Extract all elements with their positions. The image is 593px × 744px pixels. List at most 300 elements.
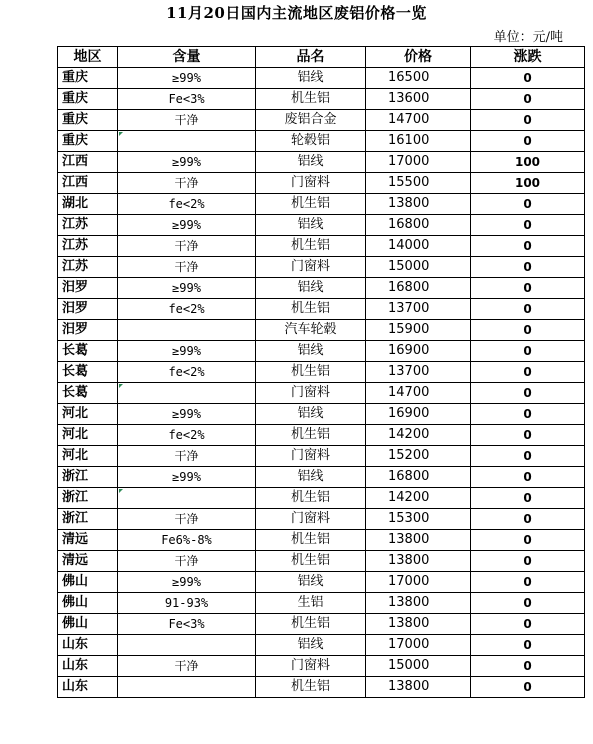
- price-cell-text: 15000: [388, 658, 430, 673]
- change-cell-text: 0: [523, 617, 532, 631]
- product-name-cell-text: 铝线: [297, 280, 324, 295]
- content-cell-text: 干净: [174, 113, 199, 127]
- product-name-cell-text: 生铝: [297, 595, 324, 610]
- change-cell-text: 0: [523, 92, 532, 106]
- header-price: 价格: [366, 47, 471, 68]
- region-cell: [58, 89, 118, 110]
- region-cell-text: 重庆: [62, 133, 89, 148]
- content-cell: [118, 68, 256, 89]
- region-cell: [58, 236, 118, 257]
- content-cell-text: ≥99%: [172, 218, 201, 232]
- change-cell: [471, 593, 585, 614]
- price-cell-text: 13800: [388, 196, 430, 211]
- price-cell: [366, 425, 471, 446]
- price-cell-text: 13700: [388, 301, 430, 316]
- price-cell: [366, 257, 471, 278]
- product-name-cell: [256, 572, 366, 593]
- table-row: [58, 446, 585, 467]
- table-row: [58, 551, 585, 572]
- change-cell: [471, 614, 585, 635]
- region-cell: [58, 383, 118, 404]
- price-cell: [366, 236, 471, 257]
- change-cell-text: 0: [523, 260, 532, 274]
- product-name-cell-text: 铝线: [297, 154, 324, 169]
- content-cell: [118, 173, 256, 194]
- content-cell: [118, 425, 256, 446]
- content-cell-text: fe<2%: [168, 197, 205, 211]
- content-cell: [118, 383, 256, 404]
- change-cell: [471, 509, 585, 530]
- price-cell-text: 16100: [388, 133, 430, 148]
- region-cell: [58, 152, 118, 173]
- region-cell: [58, 530, 118, 551]
- price-cell: [366, 362, 471, 383]
- region-cell-text: 河北: [62, 427, 89, 442]
- change-cell: [471, 404, 585, 425]
- product-name-cell: [256, 320, 366, 341]
- content-cell-text: Fe6%-8%: [161, 533, 212, 547]
- product-name-cell-text: 铝线: [297, 70, 324, 85]
- table-row: [58, 593, 585, 614]
- product-name-cell-text: 机生铝: [290, 616, 330, 631]
- content-cell: [118, 467, 256, 488]
- product-name-cell: [256, 215, 366, 236]
- header-content: 含量: [118, 47, 256, 68]
- price-cell: [366, 635, 471, 656]
- product-name-cell-text: 机生铝: [290, 238, 330, 253]
- change-cell-text: 0: [523, 512, 532, 526]
- price-cell-text: 13700: [388, 364, 430, 379]
- change-cell: [471, 362, 585, 383]
- change-cell: [471, 677, 585, 698]
- region-cell: [58, 572, 118, 593]
- content-cell: [118, 614, 256, 635]
- change-cell-text: 0: [523, 491, 532, 505]
- content-cell: [118, 257, 256, 278]
- content-cell: [118, 488, 256, 509]
- change-cell: [471, 173, 585, 194]
- change-cell-text: 0: [523, 596, 532, 610]
- content-cell-text: ≥99%: [172, 281, 201, 295]
- region-cell-text: 清远: [62, 532, 89, 547]
- product-name-cell-text: 门窗料: [290, 385, 330, 400]
- change-cell-text: 0: [523, 134, 532, 148]
- product-name-cell: [256, 131, 366, 152]
- price-cell: [366, 530, 471, 551]
- content-cell: [118, 593, 256, 614]
- product-name-cell-text: 门窗料: [290, 259, 330, 274]
- product-name-cell: [256, 362, 366, 383]
- region-cell-text: 湖北: [62, 196, 89, 211]
- cell-comment-marker-icon: [119, 132, 123, 136]
- price-cell-text: 17000: [388, 574, 430, 589]
- content-cell: [118, 572, 256, 593]
- price-cell: [366, 131, 471, 152]
- change-cell: [471, 488, 585, 509]
- content-cell: [118, 131, 256, 152]
- change-cell-text: 0: [523, 71, 532, 85]
- price-cell: [366, 110, 471, 131]
- change-cell-text: 100: [514, 176, 541, 190]
- change-cell: [471, 551, 585, 572]
- region-cell: [58, 446, 118, 467]
- content-cell-text: 91-93%: [164, 596, 209, 610]
- price-cell: [366, 593, 471, 614]
- product-name-cell-text: 门窗料: [290, 658, 330, 673]
- price-cell-text: 13800: [388, 553, 430, 568]
- price-cell-text: 15300: [388, 511, 430, 526]
- content-cell: [118, 299, 256, 320]
- change-cell: [471, 425, 585, 446]
- content-cell-text: fe<2%: [168, 302, 205, 316]
- price-cell: [366, 446, 471, 467]
- table-row: [58, 215, 585, 236]
- change-cell: [471, 236, 585, 257]
- change-cell-text: 0: [523, 113, 532, 127]
- region-cell: [58, 362, 118, 383]
- price-cell: [366, 299, 471, 320]
- content-cell: [118, 530, 256, 551]
- product-name-cell: [256, 341, 366, 362]
- content-cell: [118, 194, 256, 215]
- content-cell: [118, 656, 256, 677]
- table-row: [58, 278, 585, 299]
- product-name-cell: [256, 425, 366, 446]
- change-cell-text: 0: [523, 449, 532, 463]
- product-name-cell: [256, 593, 366, 614]
- price-cell-text: 13800: [388, 532, 430, 547]
- price-cell: [366, 152, 471, 173]
- product-name-cell: [256, 152, 366, 173]
- region-cell: [58, 404, 118, 425]
- price-table: [57, 46, 585, 698]
- price-cell-text: 13800: [388, 616, 430, 631]
- table-row: [58, 89, 585, 110]
- price-cell: [366, 614, 471, 635]
- product-name-cell: [256, 446, 366, 467]
- product-name-cell-text: 机生铝: [290, 553, 330, 568]
- product-name-cell: [256, 509, 366, 530]
- region-cell-text: 山东: [62, 658, 89, 673]
- content-cell: [118, 446, 256, 467]
- price-cell-text: 16500: [388, 70, 430, 85]
- price-cell: [366, 194, 471, 215]
- header-name: 品名: [256, 47, 366, 68]
- price-cell: [366, 404, 471, 425]
- table-row: [58, 635, 585, 656]
- change-cell-text: 0: [523, 680, 532, 694]
- product-name-cell-text: 机生铝: [290, 301, 330, 316]
- content-cell-text: fe<2%: [168, 365, 205, 379]
- region-cell-text: 河北: [62, 406, 89, 421]
- content-cell: [118, 215, 256, 236]
- product-name-cell-text: 铝线: [297, 217, 324, 232]
- product-name-cell-text: 机生铝: [290, 364, 330, 379]
- price-cell: [366, 173, 471, 194]
- table-row: [58, 572, 585, 593]
- table-row: [58, 257, 585, 278]
- region-cell: [58, 110, 118, 131]
- product-name-cell: [256, 278, 366, 299]
- table-row: [58, 341, 585, 362]
- price-cell-text: 14700: [388, 385, 430, 400]
- region-cell-text: 重庆: [62, 70, 89, 85]
- unit-label: 单位：元/吨: [493, 30, 563, 45]
- region-cell: [58, 677, 118, 698]
- region-cell: [58, 278, 118, 299]
- content-cell-text: 干净: [174, 260, 199, 274]
- price-cell-text: 17000: [388, 154, 430, 169]
- region-cell-text: 江西: [62, 154, 89, 169]
- price-cell-text: 14000: [388, 238, 430, 253]
- price-cell: [366, 509, 471, 530]
- product-name-cell: [256, 488, 366, 509]
- region-cell-text: 清远: [62, 553, 89, 568]
- header-region: 地区: [58, 47, 118, 68]
- table-row: [58, 467, 585, 488]
- product-name-cell: [256, 551, 366, 572]
- product-name-cell: [256, 677, 366, 698]
- table-row: [58, 362, 585, 383]
- region-cell: [58, 614, 118, 635]
- product-name-cell-text: 铝线: [297, 406, 324, 421]
- content-cell: [118, 89, 256, 110]
- change-cell: [471, 110, 585, 131]
- change-cell: [471, 89, 585, 110]
- price-cell-text: 16900: [388, 406, 430, 421]
- product-name-cell-text: 铝线: [297, 574, 324, 589]
- product-name-cell: [256, 236, 366, 257]
- change-cell-text: 0: [523, 470, 532, 484]
- content-cell: [118, 362, 256, 383]
- change-cell: [471, 467, 585, 488]
- region-cell-text: 江苏: [62, 259, 89, 274]
- region-cell: [58, 593, 118, 614]
- product-name-cell-text: 铝线: [297, 637, 324, 652]
- product-name-cell-text: 废铝合金: [284, 112, 337, 127]
- region-cell: [58, 68, 118, 89]
- content-cell: [118, 509, 256, 530]
- change-cell: [471, 530, 585, 551]
- content-cell: [118, 110, 256, 131]
- change-cell-text: 0: [523, 197, 532, 211]
- content-cell-text: ≥99%: [172, 155, 201, 169]
- region-cell: [58, 257, 118, 278]
- change-cell-text: 100: [514, 155, 541, 169]
- change-cell: [471, 635, 585, 656]
- price-cell: [366, 656, 471, 677]
- price-cell: [366, 677, 471, 698]
- region-cell: [58, 509, 118, 530]
- region-cell: [58, 194, 118, 215]
- price-cell-text: 13600: [388, 91, 430, 106]
- price-cell: [366, 320, 471, 341]
- product-name-cell: [256, 89, 366, 110]
- table-row: [58, 236, 585, 257]
- content-cell-text: 干净: [174, 239, 199, 253]
- table-row: [58, 425, 585, 446]
- change-cell: [471, 278, 585, 299]
- content-cell: [118, 677, 256, 698]
- region-cell-text: 江苏: [62, 217, 89, 232]
- price-cell: [366, 572, 471, 593]
- region-cell-text: 山东: [62, 637, 89, 652]
- product-name-cell: [256, 257, 366, 278]
- price-cell-text: 14700: [388, 112, 430, 127]
- product-name-cell: [256, 194, 366, 215]
- region-cell-text: 重庆: [62, 91, 89, 106]
- price-cell: [366, 278, 471, 299]
- product-name-cell-text: 机生铝: [290, 490, 330, 505]
- change-cell-text: 0: [523, 365, 532, 379]
- region-cell: [58, 635, 118, 656]
- table-row: [58, 110, 585, 131]
- region-cell-text: 长葛: [62, 364, 89, 379]
- product-name-cell: [256, 173, 366, 194]
- price-cell-text: 13800: [388, 595, 430, 610]
- change-cell: [471, 341, 585, 362]
- region-cell: [58, 488, 118, 509]
- price-cell: [366, 89, 471, 110]
- change-cell-text: 0: [523, 386, 532, 400]
- region-cell: [58, 215, 118, 236]
- product-name-cell-text: 机生铝: [290, 427, 330, 442]
- content-cell-text: Fe<3%: [168, 92, 205, 106]
- price-cell: [366, 467, 471, 488]
- change-cell-text: 0: [523, 281, 532, 295]
- product-name-cell-text: 汽车轮毂: [284, 322, 337, 337]
- price-cell-text: 14200: [388, 490, 430, 505]
- table-row: [58, 614, 585, 635]
- change-cell-text: 0: [523, 218, 532, 232]
- change-cell-text: 0: [523, 239, 532, 253]
- product-name-cell: [256, 299, 366, 320]
- cell-comment-marker-icon: [119, 384, 123, 388]
- product-name-cell-text: 机生铝: [290, 91, 330, 106]
- region-cell: [58, 341, 118, 362]
- region-cell-text: 浙江: [62, 469, 89, 484]
- content-cell-text: Fe<3%: [168, 617, 205, 631]
- change-cell-text: 0: [523, 659, 532, 673]
- page-title: 11月20日国内主流地区废铝价格一览: [166, 4, 427, 22]
- change-cell: [471, 656, 585, 677]
- product-name-cell-text: 铝线: [297, 343, 324, 358]
- price-cell-text: 15200: [388, 448, 430, 463]
- table-row: [58, 677, 585, 698]
- content-cell-text: ≥99%: [172, 71, 201, 85]
- table-row: [58, 383, 585, 404]
- table-row: [58, 530, 585, 551]
- price-cell-text: 15000: [388, 259, 430, 274]
- change-cell-text: 0: [523, 407, 532, 421]
- region-cell-text: 江西: [62, 175, 89, 190]
- content-cell-text: 干净: [174, 659, 199, 673]
- region-cell: [58, 551, 118, 572]
- change-cell: [471, 68, 585, 89]
- change-cell: [471, 572, 585, 593]
- region-cell: [58, 299, 118, 320]
- product-name-cell-text: 机生铝: [290, 532, 330, 547]
- change-cell: [471, 194, 585, 215]
- price-cell: [366, 341, 471, 362]
- product-name-cell: [256, 404, 366, 425]
- region-cell-text: 重庆: [62, 112, 89, 127]
- content-cell: [118, 320, 256, 341]
- content-cell-text: 干净: [174, 554, 199, 568]
- change-cell: [471, 215, 585, 236]
- region-cell: [58, 320, 118, 341]
- product-name-cell-text: 机生铝: [290, 196, 330, 211]
- region-cell: [58, 173, 118, 194]
- price-cell-text: 13800: [388, 679, 430, 694]
- content-cell: [118, 404, 256, 425]
- table-row: [58, 509, 585, 530]
- content-cell: [118, 278, 256, 299]
- price-cell-text: 15900: [388, 322, 430, 337]
- content-cell: [118, 152, 256, 173]
- table-row: [58, 488, 585, 509]
- change-cell-text: 0: [523, 533, 532, 547]
- change-cell: [471, 320, 585, 341]
- product-name-cell-text: 门窗料: [290, 448, 330, 463]
- region-cell-text: 长葛: [62, 385, 89, 400]
- table-row: [58, 194, 585, 215]
- content-cell: [118, 635, 256, 656]
- table-row: [58, 131, 585, 152]
- product-name-cell-text: 轮毂铝: [290, 133, 330, 148]
- change-cell-text: 0: [523, 575, 532, 589]
- table-row: [58, 299, 585, 320]
- product-name-cell: [256, 68, 366, 89]
- region-cell: [58, 425, 118, 446]
- table-row: [58, 173, 585, 194]
- product-name-cell-text: 门窗料: [290, 511, 330, 526]
- product-name-cell-text: 机生铝: [290, 679, 330, 694]
- region-cell-text: 佛山: [62, 595, 89, 610]
- region-cell-text: 长葛: [62, 343, 89, 358]
- region-cell-text: 河北: [62, 448, 89, 463]
- region-cell: [58, 656, 118, 677]
- product-name-cell-text: 铝线: [297, 469, 324, 484]
- price-cell-text: 15500: [388, 175, 430, 190]
- region-cell-text: 汨罗: [62, 280, 89, 295]
- region-cell: [58, 467, 118, 488]
- region-cell-text: 佛山: [62, 616, 89, 631]
- price-cell: [366, 488, 471, 509]
- price-cell: [366, 215, 471, 236]
- product-name-cell: [256, 530, 366, 551]
- table-header-row: [58, 47, 585, 68]
- price-cell: [366, 383, 471, 404]
- product-name-cell: [256, 656, 366, 677]
- content-cell-text: 干净: [174, 176, 199, 190]
- region-cell-text: 江苏: [62, 238, 89, 253]
- change-cell: [471, 152, 585, 173]
- price-cell-text: 14200: [388, 427, 430, 442]
- content-cell-text: 干净: [174, 512, 199, 526]
- change-cell: [471, 299, 585, 320]
- product-name-cell: [256, 110, 366, 131]
- change-cell-text: 0: [523, 302, 532, 316]
- content-cell: [118, 551, 256, 572]
- price-cell-text: 16800: [388, 280, 430, 295]
- table-row: [58, 68, 585, 89]
- price-cell-text: 16900: [388, 343, 430, 358]
- price-cell: [366, 68, 471, 89]
- cell-comment-marker-icon: [119, 489, 123, 493]
- change-cell-text: 0: [523, 554, 532, 568]
- region-cell-text: 浙江: [62, 511, 89, 526]
